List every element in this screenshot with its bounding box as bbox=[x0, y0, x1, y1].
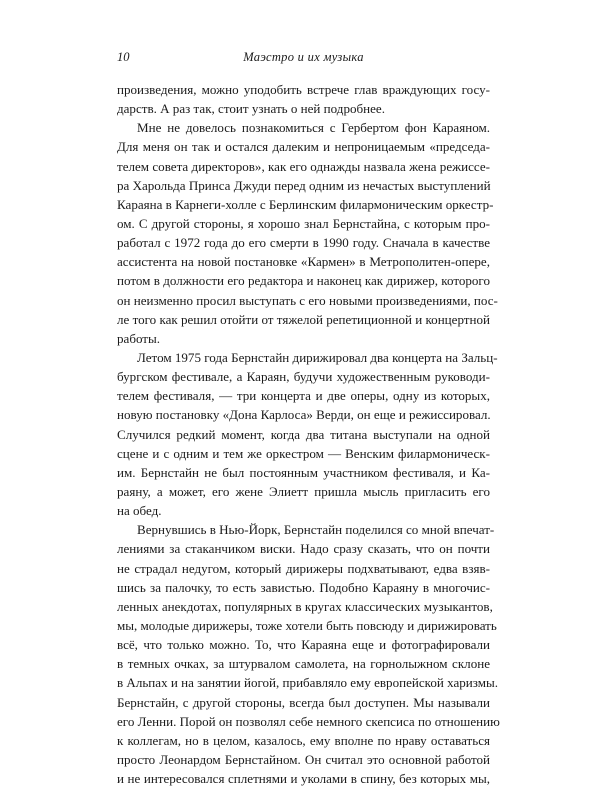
text-line: бургском фестивале, а Караян, будучи художественным руководи- bbox=[117, 369, 490, 385]
text-line: телем совета директоров», как его однажды назвала жена режиссе- bbox=[117, 158, 490, 174]
paragraph bbox=[117, 348, 498, 520]
text-line: и не интересовался сплетнями и уколами в спину, без которых мы, bbox=[117, 771, 490, 787]
paragraph bbox=[117, 118, 498, 348]
text-line: ленных анекдотах, популярных в кругах классических музыкантов, bbox=[117, 598, 493, 614]
text-line: сцене и с одним и тем же оркестром — Венским филармоническ- bbox=[117, 445, 490, 461]
body-text bbox=[117, 80, 500, 788]
paragraph bbox=[117, 520, 500, 788]
text-line: ра Харольда Принса Джуди перед одним из нечастых выступлений bbox=[117, 177, 491, 193]
text-line: в Альпах и на занятии йогой, прибавляло ему европейской харизмы. bbox=[117, 675, 498, 691]
text-line: работы. bbox=[117, 330, 161, 346]
text-line: шись за палочку, то есть завистью. Подобно Караяну в многочис- bbox=[117, 579, 490, 595]
text-line: Мне не довелось познакомиться с Гербертом фон Караяном. bbox=[137, 120, 490, 136]
text-line: просто Леонардом Бернстайном. Он считал это основной работой bbox=[117, 751, 490, 767]
running-head bbox=[117, 50, 490, 68]
text-line: ассистента на новой постановке «Кармен» в Метрополитен-опере, bbox=[117, 254, 490, 270]
text-line: в темных очках, за штурвалом самолета, на горнолыжном склоне bbox=[117, 656, 490, 672]
text-line: телем фестиваля, — три концерта и две оперы, одну из которых, bbox=[117, 388, 490, 404]
text-line: лениями за стаканчиком виски. Надо сразу сказать, что он почти bbox=[117, 541, 490, 557]
text-line: он неизменно просил выступать с его новыми произведениями, пос- bbox=[117, 292, 498, 308]
page-number: 10 bbox=[117, 50, 130, 64]
text-line: работал с 1972 года до его смерти в 1990 году. Сначала в качестве bbox=[117, 235, 490, 251]
text-line: его Ленни. Порой он позволял себе немного скепсиса по отношению bbox=[117, 713, 500, 729]
text-line: ом. С другой стороны, я хорошо знал Бернстайна, с которым про- bbox=[117, 215, 490, 231]
text-line: мы, молодые дирижеры, тоже хотели быть повсюду и дирижировать bbox=[117, 617, 497, 633]
text-line: к коллегам, но в целом, казалось, ему вполне по нраву оставаться bbox=[117, 732, 490, 748]
text-line: Для меня он так и остался далеким и непроницаемым «председа- bbox=[117, 139, 490, 155]
text-line: произведения, можно уподобить встрече глав враждующих госу- bbox=[117, 82, 490, 97]
text-line: всё, что только можно. То, что Караяна еще и фотографировали bbox=[117, 637, 490, 653]
text-line: потом в должности его редактора и наконец как дирижер, которого bbox=[117, 273, 490, 289]
text-line: дарств. А раз так, стоит узнать о ней подробнее. bbox=[117, 101, 385, 117]
text-line: ле того как решил отойти от тяжелой репетиционной и концертной bbox=[117, 311, 490, 327]
text-line: им. Бернстайн не был постоянным участником фестиваля, и Ка- bbox=[117, 464, 490, 480]
text-line: Летом 1975 года Бернстайн дирижировал два концерта на Зальц- bbox=[137, 349, 498, 365]
text-line: Караяна в Карнеги-холле с Берлинским филармоническим оркестр- bbox=[117, 196, 494, 212]
text-line: раяну, а может, его жене Элиетт пришла мысль пригласить его bbox=[117, 483, 490, 499]
paragraph bbox=[117, 80, 490, 118]
text-line: новую постановку «Дона Карлоса» Верди, он еще и режиссировал. bbox=[117, 407, 491, 423]
chapter-title: Маэстро и их музыка bbox=[243, 50, 364, 64]
text-line: Случился редкий момент, когда два титана выступали на одной bbox=[117, 426, 490, 442]
text-line: Вернувшись в Нью-Йорк, Бернстайн поделился со мной впечат- bbox=[137, 522, 495, 538]
text-line: на обед. bbox=[117, 503, 162, 519]
text-line: Бернстайн, с другой стороны, всегда был доступен. Мы называли bbox=[117, 694, 490, 710]
text-line: не страдал недугом, который дирижеры подхватывают, едва взяв- bbox=[117, 560, 490, 576]
